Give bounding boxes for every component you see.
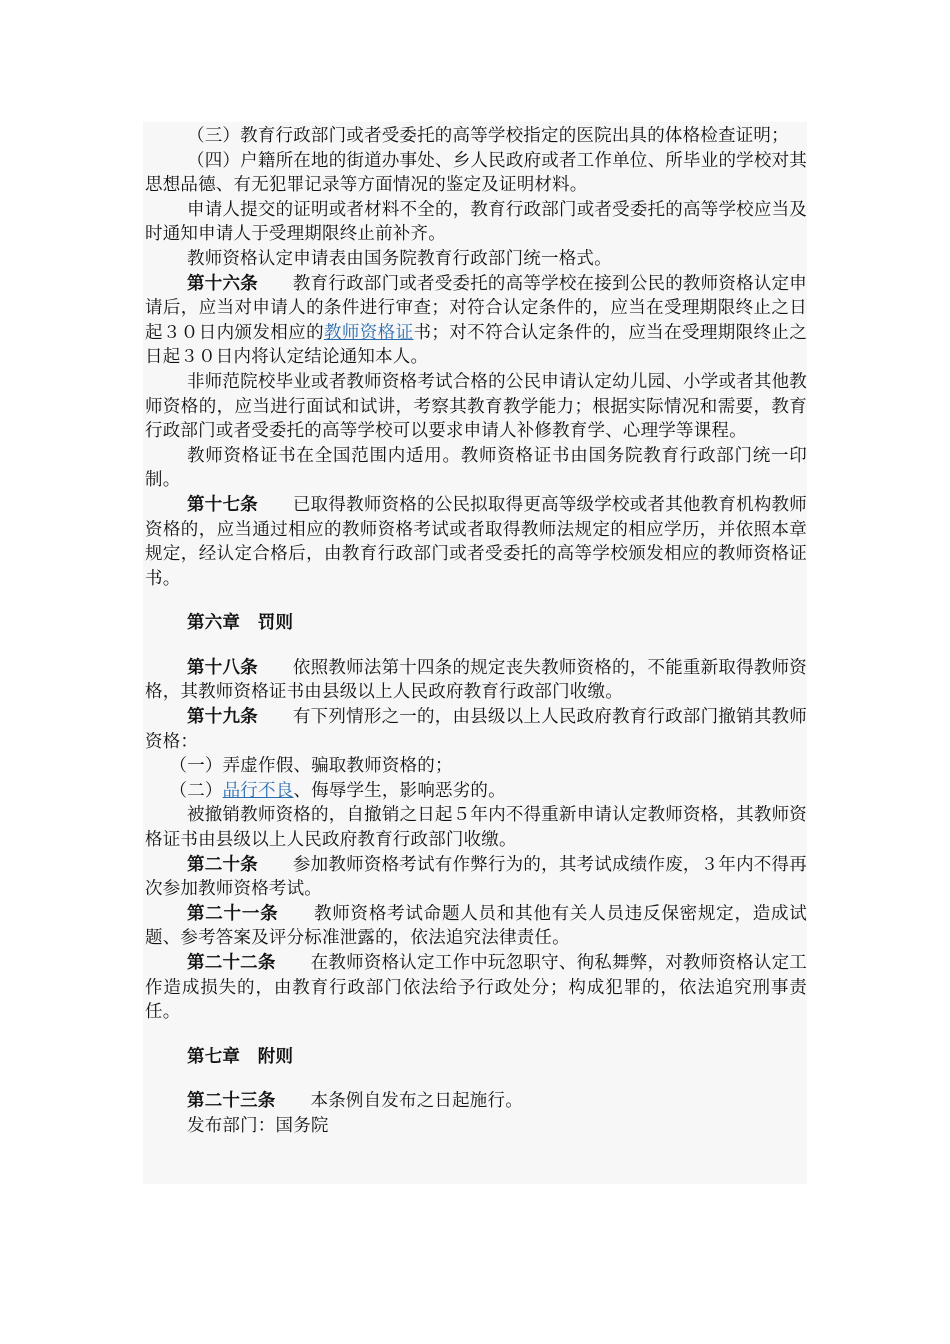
teacher-certificate-link[interactable]: 教师资格证: [323, 322, 414, 343]
paragraph: 教师资格认定申请表由国务院教育行政部门统一格式。: [187, 248, 612, 269]
article-text: 书；对不符合认定条件的，应当在受理期限终止之日起３０日内将认定结论通知本人。: [145, 322, 808, 368]
article-label: 第十九条: [187, 707, 258, 728]
article-label: 第二十二条: [187, 953, 276, 973]
paragraph: （四）户籍所在地的街道办事处、乡人民政府或者工作单位、所毕业的学校对其思想品德、有无犯罪记录等方面情况的鉴定及证明材料。: [145, 150, 807, 196]
article-text: 依照教师法第十四条的规定丧失教师资格的，不能重新取得教师资格，其教师资格证书由县级以上人民政府教育行政部门收缴。: [145, 657, 807, 703]
publisher-line: 发布部门：国务院: [187, 1115, 329, 1136]
article-label: 第十八条: [187, 657, 258, 678]
paragraph: 教师资格证书在全国范围内适用。教师资格证书由国务院教育行政部门统一印制。: [145, 445, 807, 491]
article-22: [145, 951, 807, 1025]
list-item: （一）弄虚作假、骗取教师资格的；: [169, 756, 453, 777]
article-17: [145, 493, 807, 591]
list-item: [145, 779, 807, 804]
article-label: 第十七条: [187, 494, 258, 515]
document-body: [145, 124, 807, 1139]
list-item-text: 、侮辱学生，影响恶劣的。: [293, 780, 506, 801]
paragraph: 被撤销教师资格的，自撤销之日起５年内不得重新申请认定教师资格，其教师资格证书由县级以上人民政府教育行政部门收缴。: [145, 805, 807, 851]
article-19: [145, 705, 807, 754]
article-text: 已取得教师资格的公民拟取得更高等级学校或者其他教育机构教师资格的，应当通过相应的教师资格考试或者取得教师法规定的相应学历，并依照本章规定，经认定合格后，由教育行政部门或者受委托的高等学校颁发相应的教师资格证书。: [145, 494, 807, 589]
article-16: [145, 272, 807, 370]
paragraph: 申请人提交的证明或者材料不全的，教育行政部门或者受委托的高等学校应当及时通知申请人于受理期限终止前补齐。: [145, 199, 807, 245]
article-label: 第二十三条: [187, 1091, 276, 1112]
article-20: [145, 853, 807, 902]
article-text: 有下列情形之一的，由县级以上人民政府教育行政部门撤销其教师资格：: [145, 707, 807, 752]
article-label: 第二十条: [187, 854, 258, 875]
article-21: [145, 902, 807, 951]
article-text: 参加教师资格考试有作弊行为的，其考试成绩作废，３年内不得再次参加教师资格考试。: [145, 854, 807, 900]
chapter-6-heading: 第六章 罚则: [187, 613, 294, 634]
paragraph: 非师范院校毕业或者教师资格考试合格的公民申请认定幼儿园、小学或者其他教师资格的，应当进行面试和试讲，考察其教育教学能力；根据实际情况和需要，教育行政部门或者受委托的高等学校可以要求申请人补修教育学、心理学等课程。: [145, 371, 807, 442]
article-label: 第十六条: [187, 273, 258, 294]
article-label: 第二十一条: [187, 903, 279, 924]
article-text: 教师资格考试命题人员和其他有关人员违反保密规定，造成试题、参考答案及评分标准泄露的，依法追究法律责任。: [145, 903, 807, 949]
list-item-prefix: （二）: [169, 780, 223, 801]
misconduct-link[interactable]: 品行不良: [222, 780, 294, 801]
article-18: [145, 656, 807, 705]
chapter-7-heading: 第七章 附则: [187, 1046, 294, 1067]
article-text: 本条例自发布之日起施行。: [310, 1091, 523, 1112]
paragraph: （三）教育行政部门或者受委托的高等学校指定的医院出具的体格检查证明；: [187, 126, 789, 146]
article-text: 教育行政部门或者受委托的高等学校在接到公民的教师资格认定申请后，应当对申请人的条件进行审查；对符合认定条件的，应当在受理期限终止之日起３０日内颁发相应的: [145, 273, 807, 343]
article-23: [145, 1089, 807, 1114]
article-text: 在教师资格认定工作中玩忽职守、徇私舞弊，对教师资格认定工作造成损失的，由教育行政部门依法给予行政处分；构成犯罪的，依法追究刑事责任。: [145, 953, 807, 1023]
